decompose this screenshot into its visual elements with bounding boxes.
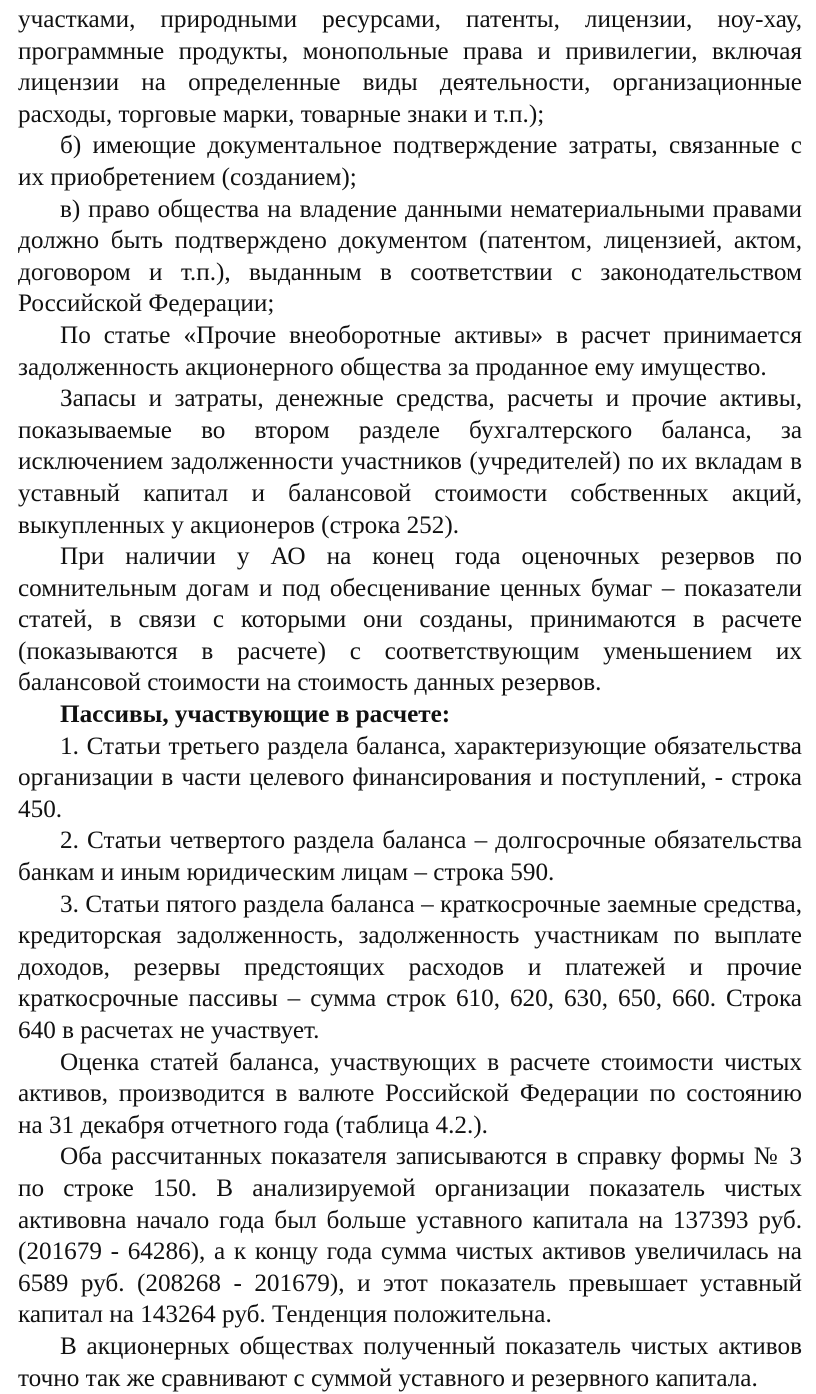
paragraph-intangible-assets-continued: участками, природными ресурсами, патенты, лицензии, ноу-хау, программные продукты, монопольные права и привилегии, включая лицензии на определенные виды деятельности, организационные расходы, торговые марки, товарные знаки и т.п.); <box>18 6 802 128</box>
paragraph-other-noncurrent-assets: По статье «Прочие внеоборотные активы» в расчет принимается задолженность акционерного общества за проданное ему имущество. <box>18 321 802 381</box>
paragraph-valuation-currency: Оценка статей баланса, участвующих в расчете стоимости чистых активов, производится в валюте Российской Федерации по состоянию на 31 декабря отчетного года (таблица 4.2.). <box>18 1048 802 1139</box>
list-item-1: 1. Статьи третьего раздела баланса, характеризующие обязательства организации в части целевого финансирования и поступлений, - строка 450. <box>18 732 802 823</box>
paragraph-joint-stock-comparison: В акционерных обществах полученный показатель чистых активов точно так же сравнивают с суммой уставного и резервного капитала. <box>18 1332 802 1392</box>
paragraph-current-assets: Запасы и затраты, денежные средства, расчеты и прочие активы, показываемые во втором разделе бухгалтерского баланса, за исключением задолженности участников (учредителей) по их вкладам в уставный капитал и балансовой стоимости собственных акций, выкупленных у акционеров (строка 252). <box>18 385 802 539</box>
list-item-3: 3. Статьи пятого раздела баланса – краткосрочные заемные средства, кредиторская задолженность, задолженность участникам по выплате доходов, резервы предстоящих расходов и платежей и прочие краткосрочные пассивы – сумма строк 610, 620, 630, 650, 660. Строка 640 в расчетах не участвует. <box>18 890 802 1044</box>
paragraph-net-assets-analysis: Оба рассчитанных показателя записываются в справку формы № 3 по строке 150. В анализируемой организации показатель чистых активовна начало года был больше уставного капитала на 137393 руб. (201679 - 64286), а к концу года сумма чистых активов увеличилась на 6589 руб. (208268 - 201679), и этот показатель превышает уставный капитал на 143264 руб. Тенденция положительна. <box>18 1143 802 1329</box>
section-heading-liabilities: Пассивы, участвующие в расчете: <box>60 701 451 729</box>
paragraph-valuation-reserves: При наличии у АО на конец года оценочных резервов по сомнительным догам и под обесценивание ценных бумаг – показатели статей, в связи с которыми они созданы, принимаются в расчете (показываются в расчете) с соответствующим уменьшением их балансовой стоимости на стоимость данных резервов. <box>18 543 802 697</box>
paragraph-item-b: б) имеющие документальное подтверждение затраты, связанные с их приобретением (созданием); <box>18 132 802 191</box>
list-item-2: 2. Статьи четвертого раздела баланса – долгосрочные обязательства банкам и иным юридическим лицам – строка 590. <box>18 827 802 887</box>
paragraph-item-v: в) право общества на владение данными нематериальными правами должно быть подтверждено документом (патентом, лицензией, актом, договором и т.п.), выданным в соответствии с законодательством Российской Федерации; <box>18 195 802 318</box>
